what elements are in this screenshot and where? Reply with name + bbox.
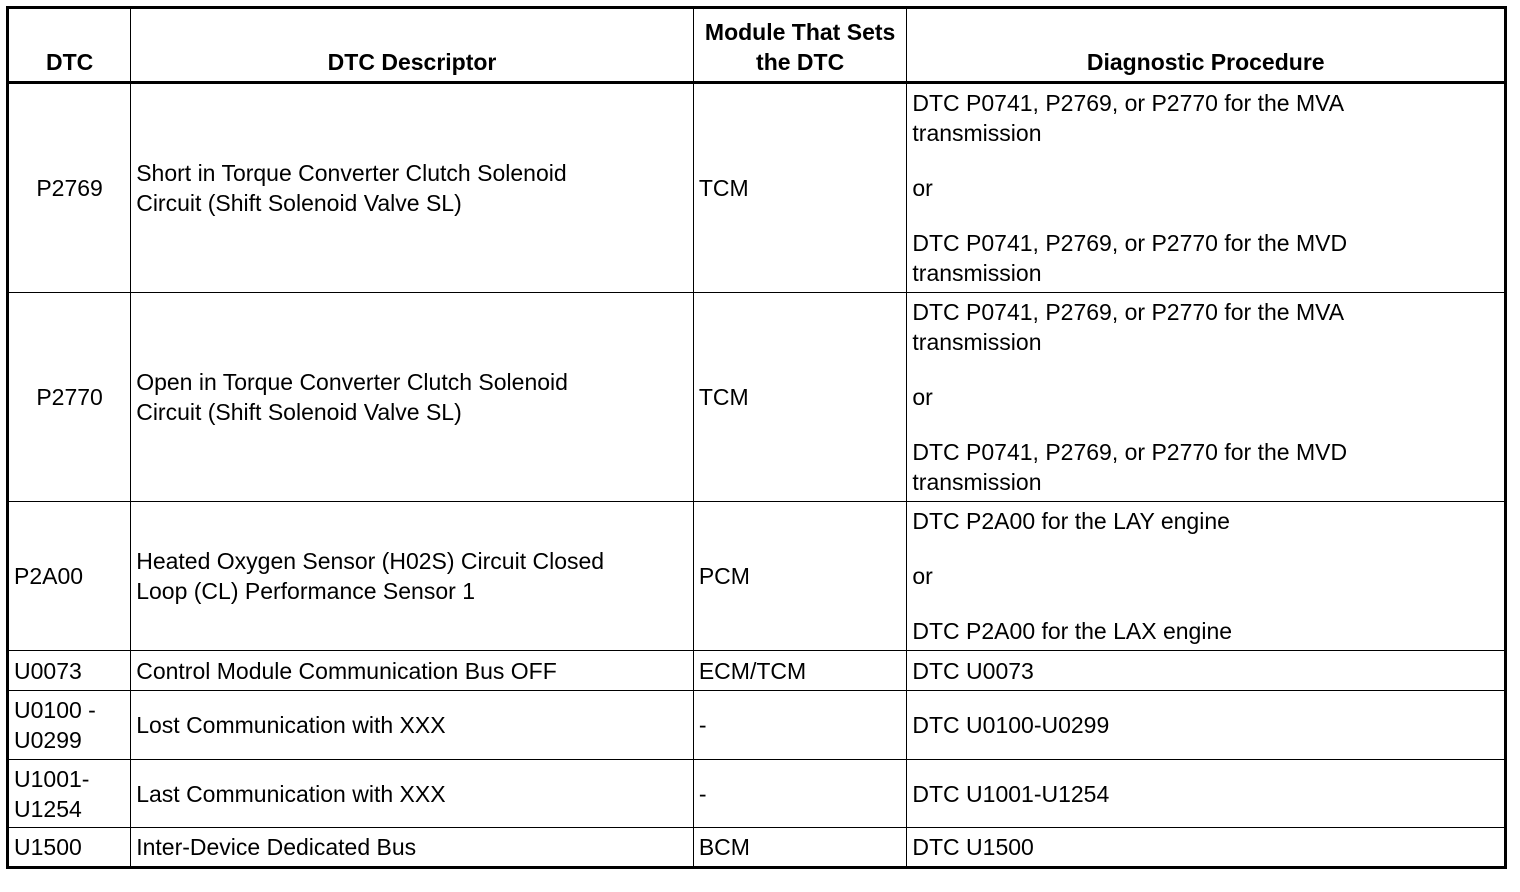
header-module — [693, 8, 907, 83]
procedure-line: transmission — [912, 329, 1042, 355]
procedure-line: transmission — [912, 469, 1042, 495]
dtc-code: U1500 — [8, 828, 131, 868]
code-line: U1254 — [14, 795, 82, 822]
dtc-code — [8, 691, 131, 760]
procedure-line: DTC P0741, P2769, or P2770 for the MVA — [912, 90, 1345, 116]
dtc-descriptor: Lost Communication with XXX — [131, 691, 694, 760]
header-row — [8, 8, 1506, 83]
dtc-module: ECM/TCM — [693, 651, 907, 691]
table-body — [8, 83, 1506, 868]
dtc-procedure — [907, 83, 1506, 293]
dtc-descriptor: Last Communication with XXX — [131, 760, 694, 828]
dtc-module: TCM — [693, 293, 907, 502]
descriptor-line: Circuit (Shift Solenoid Valve SL) — [136, 190, 462, 216]
table-row — [8, 651, 1506, 691]
procedure-line: transmission — [912, 120, 1042, 146]
dtc-table — [6, 6, 1507, 869]
descriptor-line: Short in Torque Converter Clutch Solenoid — [136, 160, 567, 186]
procedure-line: DTC P0741, P2769, or P2770 for the MVD — [912, 230, 1348, 256]
table-row — [8, 293, 1506, 502]
code-line: U1001- — [14, 765, 90, 792]
header-module-line1: Module That Sets — [704, 19, 896, 45]
header-module-line2: the DTC — [756, 49, 845, 75]
descriptor-line: Loop (CL) Performance Sensor 1 — [136, 578, 475, 604]
dtc-descriptor — [131, 293, 694, 502]
header-descriptor: DTC Descriptor — [131, 8, 694, 83]
dtc-descriptor: Control Module Communication Bus OFF — [131, 651, 694, 691]
dtc-procedure: DTC U1001-U1254 — [907, 760, 1506, 828]
procedure-line: DTC P0741, P2769, or P2770 for the MVD — [912, 439, 1348, 465]
procedure-line: DTC P0741, P2769, or P2770 for the MVA — [912, 299, 1345, 325]
procedure-or: or — [912, 175, 933, 201]
dtc-module: - — [693, 760, 907, 828]
header-dtc: DTC — [8, 8, 131, 83]
descriptor-line: Heated Oxygen Sensor (H02S) Circuit Closed — [136, 548, 605, 574]
dtc-descriptor — [131, 83, 694, 293]
dtc-procedure: DTC U0073 — [907, 651, 1506, 691]
code-line: U0100 - — [14, 697, 96, 723]
table-row — [8, 502, 1506, 651]
dtc-code — [8, 760, 131, 828]
dtc-procedure: DTC U1500 — [907, 828, 1506, 868]
dtc-module: PCM — [693, 502, 907, 651]
table-row — [8, 828, 1506, 868]
dtc-descriptor: Inter-Device Dedicated Bus — [131, 828, 694, 868]
dtc-procedure: DTC U0100-U0299 — [907, 691, 1506, 760]
procedure-line: transmission — [912, 260, 1042, 286]
table-row — [8, 760, 1506, 828]
dtc-code: P2770 — [8, 293, 131, 502]
descriptor-line: Open in Torque Converter Clutch Solenoid — [136, 369, 568, 395]
dtc-code: U0073 — [8, 651, 131, 691]
dtc-code: P2A00 — [8, 502, 131, 651]
code-line: U0299 — [14, 727, 82, 753]
table-row — [8, 83, 1506, 293]
header-procedure: Diagnostic Procedure — [907, 8, 1506, 83]
dtc-module: TCM — [693, 83, 907, 293]
procedure-or: or — [912, 563, 933, 589]
dtc-module: BCM — [693, 828, 907, 868]
dtc-descriptor — [131, 502, 694, 651]
table-header — [8, 8, 1506, 83]
dtc-code: P2769 — [8, 83, 131, 293]
procedure-line: DTC P2A00 for the LAX engine — [912, 618, 1233, 644]
procedure-or: or — [912, 384, 933, 410]
descriptor-line: Circuit (Shift Solenoid Valve SL) — [136, 399, 462, 425]
dtc-procedure — [907, 293, 1506, 502]
dtc-procedure — [907, 502, 1506, 651]
table-row — [8, 691, 1506, 760]
procedure-line: DTC P2A00 for the LAY engine — [912, 508, 1230, 534]
dtc-module: - — [693, 691, 907, 760]
